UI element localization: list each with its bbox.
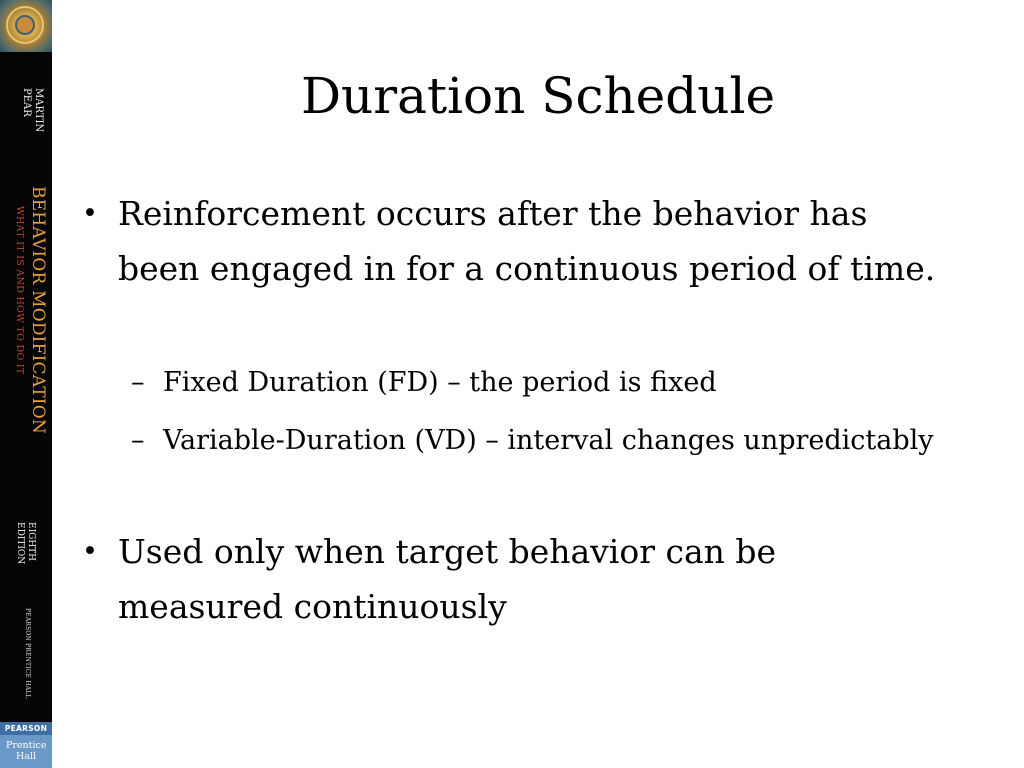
author-martin: MARTIN bbox=[33, 88, 44, 133]
bullet-text: Used only when target behavior can be measured continuously bbox=[118, 532, 777, 626]
bullet-item bbox=[82, 186, 948, 296]
sub-bullet-marker: – bbox=[131, 367, 145, 398]
pearson-logo-text: PEARSON bbox=[0, 722, 52, 735]
hall-label: Hall bbox=[16, 751, 37, 762]
edition-line-2: EDITION bbox=[15, 522, 25, 565]
sub-bullet-marker: – bbox=[131, 425, 145, 456]
sub-bullet-item bbox=[131, 418, 943, 463]
sub-bullet-item bbox=[131, 360, 943, 405]
bullet-marker: • bbox=[82, 198, 98, 229]
book-subtitle: WHAT IT IS AND HOW TO DO IT bbox=[14, 206, 25, 375]
bullet-item bbox=[82, 524, 948, 634]
sub-bullet-text: Variable-Duration (VD) – interval changes unpredictably bbox=[163, 425, 934, 456]
bullet-marker: • bbox=[82, 536, 98, 567]
sub-bullet-text: Fixed Duration (FD) – the period is fixed bbox=[163, 367, 717, 398]
publisher-spine-text: PEARSON PRENTICE HALL bbox=[24, 608, 31, 699]
edition-line-1: EIGHTH bbox=[26, 522, 36, 562]
bullet-text: Reinforcement occurs after the behavior has been engaged in for a continuous period of time. bbox=[118, 194, 936, 288]
author-pear: PEAR bbox=[21, 88, 32, 117]
slide-title: Duration Schedule bbox=[300, 67, 776, 125]
prentice-label: Prentice bbox=[6, 740, 47, 751]
book-title: BEHAVIOR MODIFICATION bbox=[28, 186, 48, 434]
